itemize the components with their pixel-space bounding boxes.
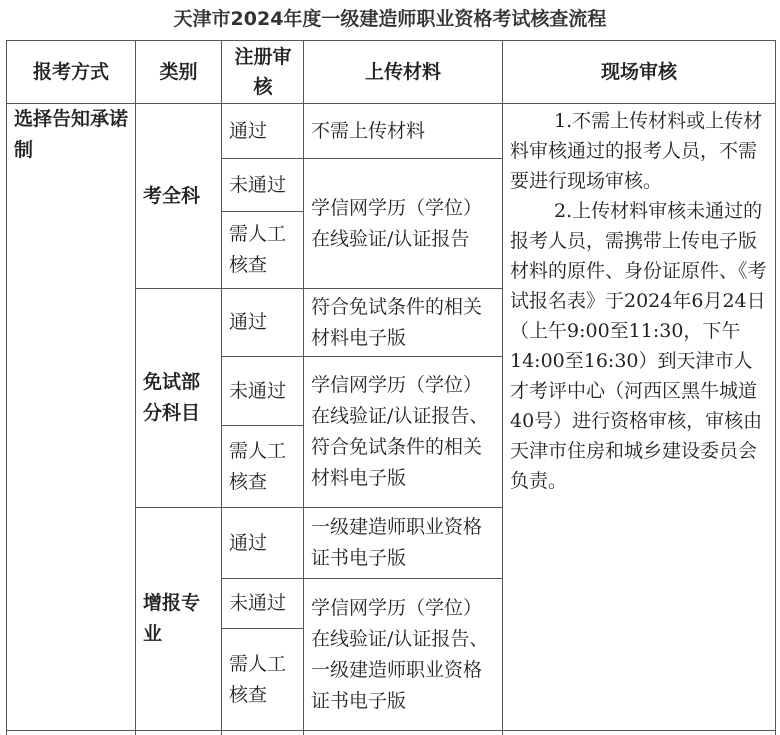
status-partial-pass: 通过	[229, 311, 268, 333]
header-onsite: 现场审核	[600, 61, 677, 83]
status-partial-fail: 未通过	[229, 379, 287, 402]
category-full: 考全科	[143, 184, 201, 207]
method-value: 选择告知承诺制	[14, 108, 129, 161]
header-method: 报考方式	[32, 61, 109, 83]
category-extra: 增报专业	[143, 592, 201, 645]
status-partial-manual: 需人工核查	[229, 439, 287, 493]
status-full-manual: 需人工核查	[229, 223, 287, 276]
status-full-fail: 未通过	[229, 173, 287, 196]
material-extra-pass: 一级建造师职业资格证书电子版	[311, 516, 483, 569]
material-full-pass: 不需上传材料	[311, 119, 426, 142]
material-partial-pass: 符合免试条件的相关材料电子版	[311, 295, 483, 349]
material-partial-fail: 学信网学历（学位）在线验证/认证报告、符合免试条件的相关材料电子版	[311, 374, 489, 489]
page-title: 天津市2024年度一级建造师职业资格考试核查流程	[173, 8, 607, 30]
status-extra-manual: 需人工核查	[229, 652, 287, 706]
onsite-review-text: 1.不需上传材料或上传材料审核通过的报考人员，不需要进行现场审核。 2.上传材料审核未通过的报考人员，需携带上传电子版材料的原件、身份证原件、《考试报名表》于2024年6月24日（上午9:00至11:30，下午14:00至16:30）到天津市人才考评中心（河西区黑牛城道40号）进行资格审核，审核由天津市住房和城乡建设委员会负责。	[510, 110, 767, 492]
header-category: 类别	[159, 61, 198, 83]
status-full-pass: 通过	[229, 119, 268, 142]
material-extra-fail: 学信网学历（学位）在线验证/认证报告、一级建造师职业资格证书电子版	[311, 596, 489, 712]
status-extra-fail: 未通过	[229, 592, 287, 614]
header-upload: 上传材料	[364, 61, 441, 83]
category-partial: 免试部分科目	[143, 371, 201, 424]
material-full-fail: 学信网学历（学位）在线验证/认证报告	[311, 196, 483, 250]
header-registration-review: 注册审核	[234, 46, 292, 98]
status-extra-pass: 通过	[229, 531, 268, 554]
